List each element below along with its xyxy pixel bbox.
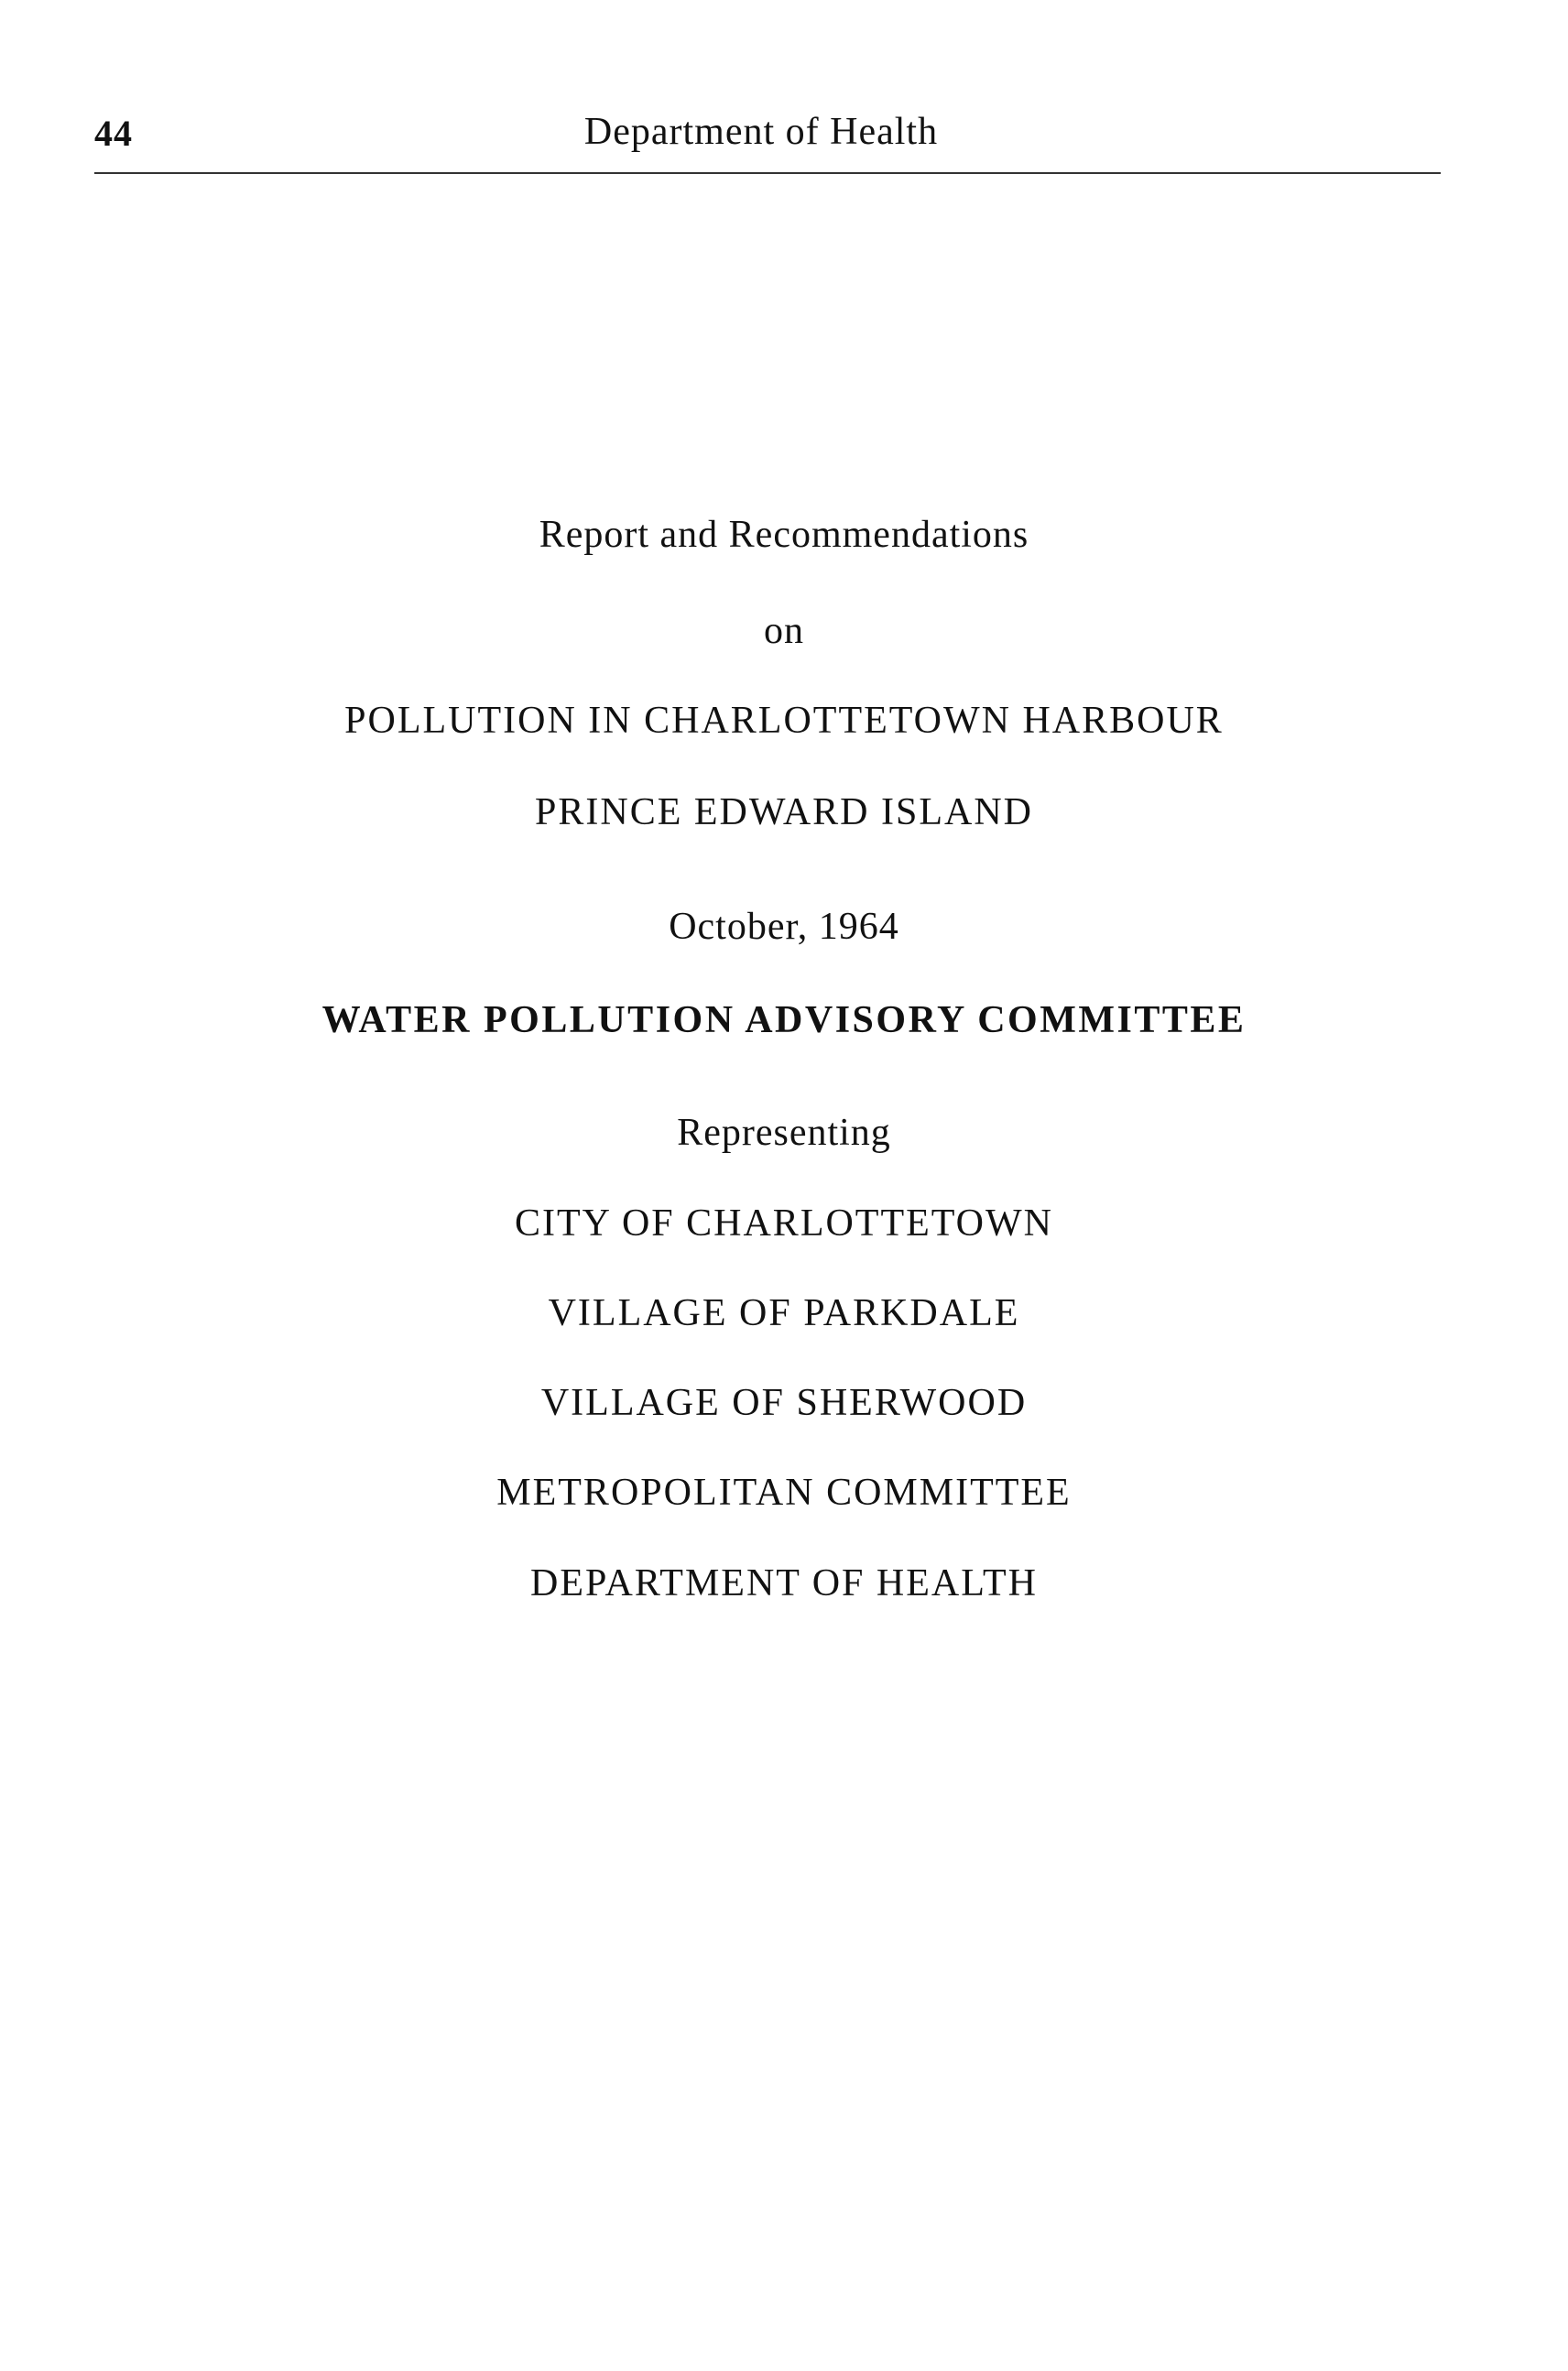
header-rule xyxy=(94,172,1441,174)
list-item: DEPARTMENT OF HEALTH xyxy=(530,1562,1038,1604)
province-name: PRINCE EDWARD ISLAND xyxy=(535,791,1033,833)
list-item: VILLAGE OF SHERWOOD xyxy=(540,1382,1028,1424)
report-heading: Report and Recommendations xyxy=(539,514,1029,556)
list-item: METROPOLITAN COMMITTEE xyxy=(496,1472,1072,1514)
list-item: CITY OF CHARLOTTETOWN xyxy=(515,1202,1053,1245)
page-number: 44 xyxy=(94,113,133,154)
connector-text: on xyxy=(764,610,804,652)
report-date: October, 1964 xyxy=(669,906,899,948)
running-title-text: Department of Health xyxy=(583,111,939,153)
running-title xyxy=(0,110,1568,154)
report-subject: POLLUTION IN CHARLOTTETOWN HARBOUR xyxy=(344,700,1224,742)
committee-name: WATER POLLUTION ADVISORY COMMITTEE xyxy=(321,999,1247,1041)
representing-label: Representing xyxy=(677,1112,891,1154)
list-item: VILLAGE OF PARKDALE xyxy=(548,1292,1020,1334)
